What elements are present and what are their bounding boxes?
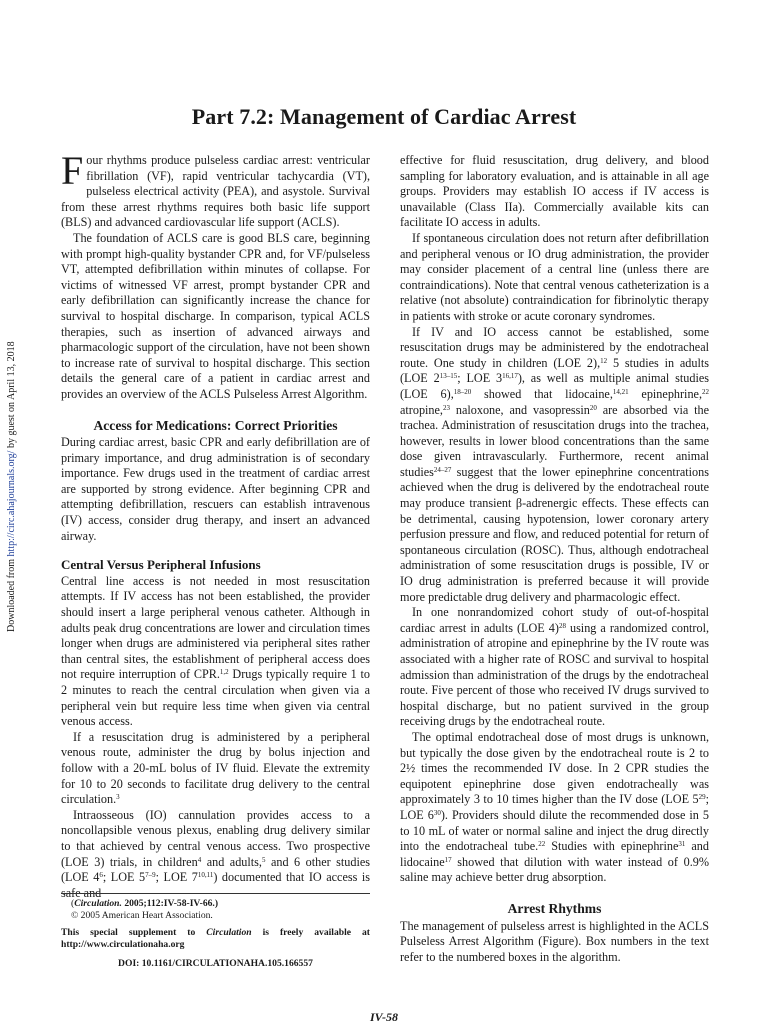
body-paragraph: Intraosseous (IO) cannulation provides access to a noncollapsible venous plexus, enabling drug delivery similar to that achieved by central venous access. Two prospective (LOE 3) trials, in children$^4$ and adults,$^5$ and 6 other studies (LOE $4^6$; LOE 5$^{7-9}$; LOE 7$^{10,11}$) documented that IO access is safe and (61, 807, 371, 900)
intro-paragraph (61, 148, 370, 231)
section-heading-access: Access for Medications: Correct Priorities (93, 417, 338, 433)
body-paragraph: In one nonrandomized cohort study of out-of-hospital cardiac arrest in adults (LOE 4)$^{28}$ using a randomized control, administration of atropine and epinephrine by the IV route was associated with a higher rate of ROSC and survival to hospital admission than administration of the drugs by the endotracheal route. Five percent of those who received IV drugs survived to hospital discharge, but no patient survived in the group receiving drugs by the endotracheal route. (400, 605, 710, 729)
intro-text: our rhythms produce pulseless cardiac arrest: ventricular fibrillation (VF), rapid ventricular tachycardia (VT), pulseless electrical activity (PEA), and asystole. Survival from these arrest rhythms requires both basic life support (BLS) and advanced cardiovascular life support (ACLS). (61, 153, 370, 230)
reference-marker: 29 (698, 793, 706, 802)
reference-marker: 5 (261, 855, 266, 864)
drop-cap: F (61, 148, 84, 193)
reference-marker: 22 (538, 840, 546, 849)
download-link[interactable]: http://circ.ahajournals.org/ (6, 450, 17, 557)
body-paragraph: The foundation of ACLS care is good BLS care, beginning with prompt high-quality bystander CPR and, for VF/pulseless VT, attempted defibrillation within minutes of collapse. For victims of witnessed VF arrest, prompt bystander CPR and early defibrillation can significantly increase the chance for survival to hospital discharge. In comparison, typical ACLS therapies, such as insertion of advanced airways and pharmacologic support of the circulation, have not been shown to increase rate of survival to hospital discharge. This section details the general care of a patient in cardiac arrest and provides an overview of the ACLS Pulseless Arrest Algorithm. (61, 230, 370, 401)
reference-marker: 7–9 (145, 871, 156, 880)
reference-marker: 13–15 (439, 372, 458, 381)
body-paragraph: The management of pulseless arrest is highlighted in the ACLS Pulseless Arrest Algorithm (Figure). Box numbers in the text refer to the numbered boxes in the algorithm. (400, 918, 709, 964)
reference-marker: 31 (678, 840, 686, 849)
reference-marker: 18–20 (453, 387, 472, 396)
reference-marker: 17 (444, 855, 452, 864)
download-note-prefix: Downloaded from (6, 556, 17, 632)
body-paragraph: If IV and IO access cannot be established, some resuscitation drugs may be administered by the endotracheal route. One study in children (LOE 2),$^{12}$ 5 studies in adults (LOE 2$^{13-15}$; LOE 3$^{16,17}$), as well as multiple animal studies (LOE 6),$^{18-20}$ showed that lidocaine,$^{14,21}$ epinephrine,$^{22}$ atropine,$^{23}$ naloxone, and vasopressin$^{20}$ are absorbed via the trachea. Administration of resuscitation drugs into the trachea, however, results in lower blood concentrations than the same dose given intravascularly. Furthermore, recent animal studies$^{24-27}$ suggest that the lower epinephrine concentrations achieved when the drug is delivered by the endotracheal route may produce transient β-adrenergic effects. These effects can be detrimental, causing hypotension, lower coronary artery perfusion pressure and flow, and reduced potential for return of spontaneous circulation (ROSC). Thus, although endotracheal administration of some resuscitation drugs is possible, IV or IO drug administration is preferred because it will provide more predictable drug delivery and pharmacologic effect. (400, 324, 710, 604)
reference-marker: 23 (442, 403, 450, 412)
reference-marker: 28 (558, 621, 566, 630)
supplement-note: This special supplement to Circulation is freely available at http://www.circulationaha.org (61, 927, 370, 950)
body-paragraph: During cardiac arrest, basic CPR and early defibrillation are of primary importance, and drug administration is of secondary importance. Few drugs used in the treatment of cardiac arrest are supported by strong evidence. After beginning CPR and attempting defibrillation, rescuers can establish intravenous (IV) access, consider drug therapy, and insert an advanced airway. (61, 435, 370, 543)
reference-marker: 1,2 (219, 668, 229, 677)
left-column (61, 148, 371, 901)
doi: DOI: 10.1161/CIRCULATIONAHA.105.166557 (118, 958, 313, 969)
page-title: Part 7.2: Management of Cardiac Arrest (191, 104, 577, 129)
section-heading-central: Central Versus Peripheral Infusions (61, 557, 261, 573)
reference-marker: 30 (433, 808, 441, 817)
reference-marker: 3 (116, 793, 120, 802)
reference-marker: 6 (99, 871, 103, 880)
download-note (6, 341, 18, 632)
reference-marker: 14,21 (612, 387, 629, 396)
body-paragraph: effective for fluid resuscitation, drug delivery, and blood sampling for laboratory evaluation, and is attainable in all age groups. Providers may establish IO access if IV access is unavailable (Class IIa). Commercially available kits can facilitate IO access in adults. (400, 153, 709, 230)
body-paragraph: If a resuscitation drug is administered by a peripheral venous route, administer the drug by bolus injection and follow with a 20-mL bolus of IV fluid. Elevate the extremity for 10 to 20 seconds to facilitate drug delivery to the central circulation.$^3$ (61, 729, 370, 807)
body-paragraph: If spontaneous circulation does not return after defibrillation and peripheral venous or IO drug administration, the provider may consider placement of a central line (unless there are contraindications). Note that central venous catheterization is a relative (not absolute) contraindication for fibrinolytic therapy in patients with stroke or acute coronary syndromes. (400, 230, 709, 323)
reference-marker: 16,17 (502, 372, 518, 381)
reference-marker: 22 (702, 387, 709, 396)
citation: (Circulation. 2005;112:IV-58-IV-66.) (71, 898, 219, 909)
body-paragraph: The optimal endotracheal dose of most drugs is unknown, but typically the dose given by the endotracheal route is 2 to 2½ times the recommended IV dose. In 2 CPR studies the equipotent epinephrine dose given endotracheally was approximately 3 to 10 times higher than the IV dose (LOE $5^{29}$; LOE $6^{30}$). Providers should dilute the recommended dose in 5 to 10 mL of water or normal saline and inject the drug directly into the endotracheal tube.$^{22}$ Studies with epinephrine$^{31}$ and lidocaine$^{17}$ showed that dilution with water instead of 0.9% saline may achieve better drug absorption. (400, 729, 709, 885)
body-paragraph: Central line access is not needed in most resuscitation attempts. If IV access has not been established, the provider should insert a large peripheral venous catheter. Although in adults peak drug concentrations are lower and circulation times longer when drugs are administered via peripheral sites rather than central sites, the establishment of peripheral access does not require interruption of CPR.$^{1,2}$ Drugs typically require 1 to 2 minutes to reach the central circulation when given via a peripheral vein but require less time when given via central venous access. (61, 573, 371, 729)
footnotes (61, 893, 370, 970)
reference-marker: 12 (600, 356, 608, 365)
copyright: © 2005 American Heart Association. (71, 910, 213, 921)
section-heading-rhythms: Arrest Rhythms (507, 900, 602, 916)
reference-marker: 20 (589, 403, 597, 412)
right-column (400, 153, 709, 965)
reference-marker: 24–27 (433, 465, 452, 474)
page-number: IV-58 (369, 1010, 398, 1024)
reference-marker: 4 (197, 855, 202, 864)
reference-marker: 10,11 (197, 871, 214, 880)
download-note-suffix: by guest on April 13, 2018 (6, 341, 17, 451)
